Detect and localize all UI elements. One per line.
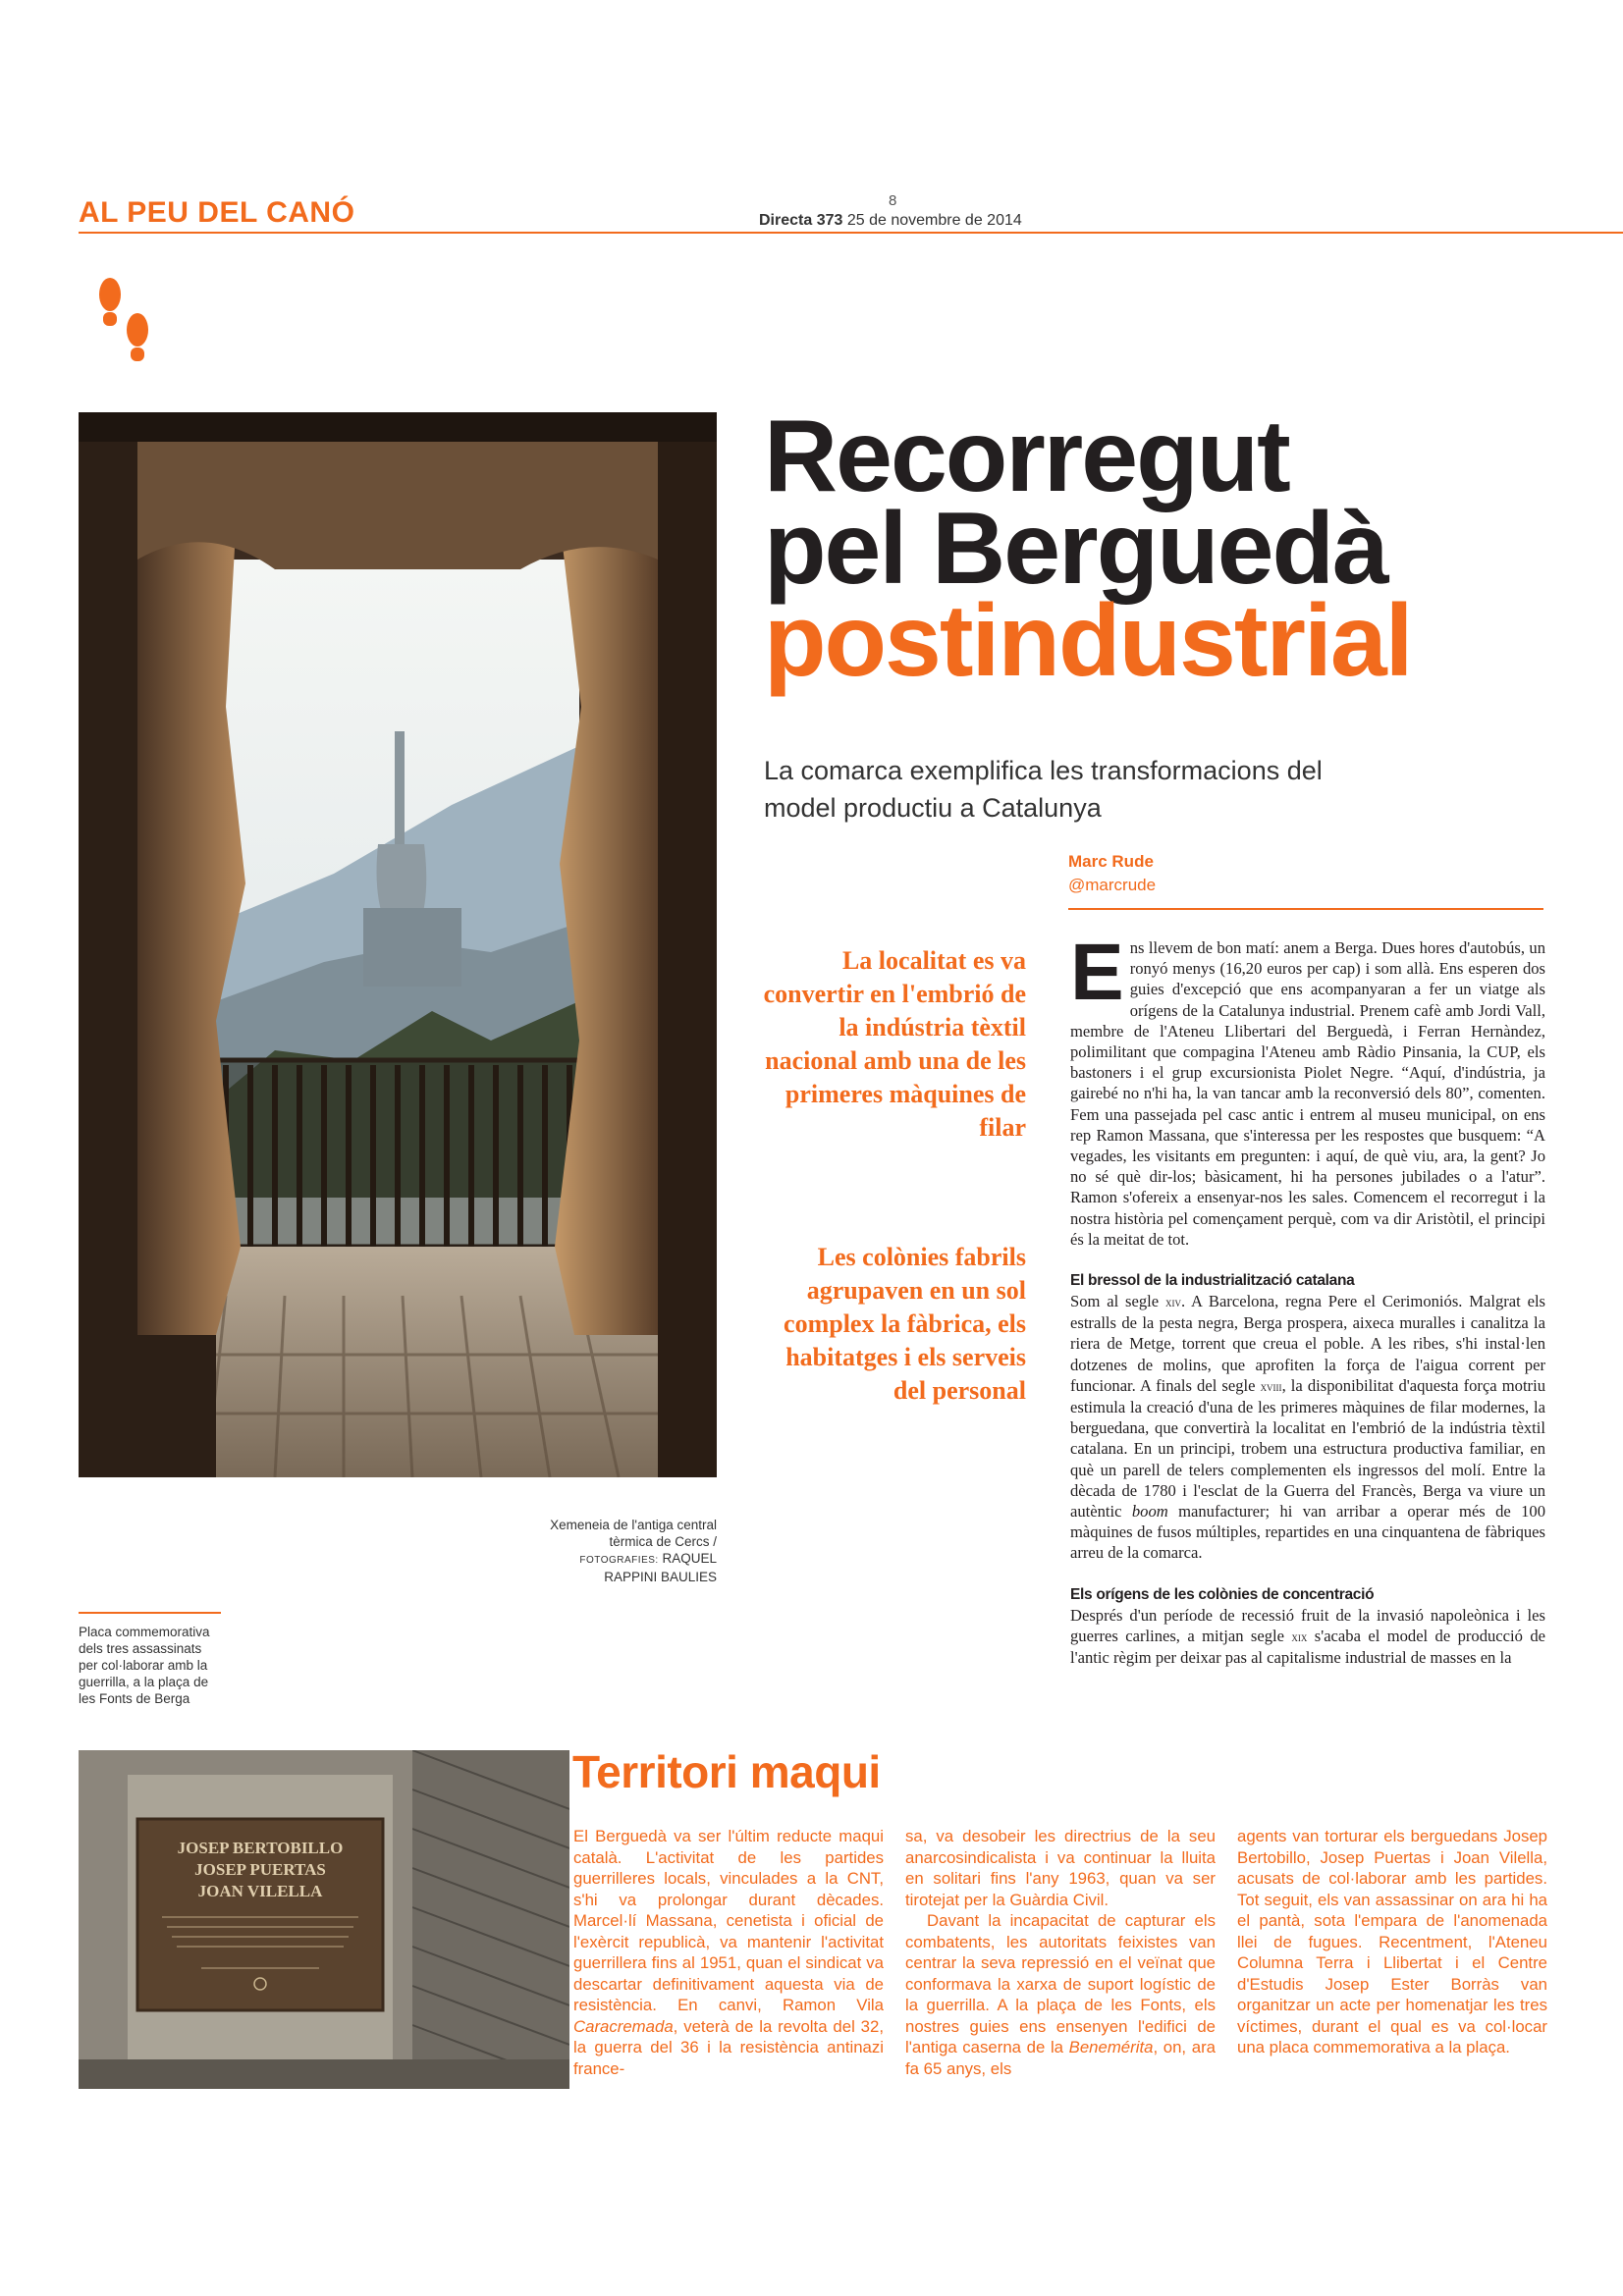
plaque-caption: Placa commemorativa dels tres assassinats per col·laborar amb la guerrilla, a la plaça de les Fonts de Berga — [79, 1625, 210, 1706]
text-run: , on, ara fa 65 anys, els — [905, 2038, 1216, 2078]
article-paragraph — [1070, 1605, 1545, 1669]
text-run: Després d'un període de recessió fruit de la invasió napoleònica i les guerres carlines, a mitjan segle — [1070, 1605, 1545, 1645]
plaque-name-3: JOAN VILELLA — [197, 1882, 323, 1900]
text-run: s'acaba el model de producció de l'antic règim per deixar pas al capitalisme industrial de masses en la — [1070, 1626, 1545, 1668]
section-name: AL PEU DEL CANÓ — [79, 196, 355, 229]
century-numeral: xviii — [1260, 1378, 1282, 1394]
photo-caption — [550, 1517, 717, 1585]
sidebar-paragraph — [905, 1910, 1216, 2079]
author-handle[interactable]: @marcrude — [1068, 876, 1157, 894]
subhead: El bressol de la industrialització catalana — [1070, 1272, 1355, 1290]
text-run: manufacturer; hi van arribar a operar més de 100 màquines de fusos múltiples, repartides en una cinquantena de fàbriques arreu de la comarca. — [1070, 1502, 1546, 1563]
text-run: , la disponibilitat d'aquesta força motriu estimula la creació d'una de les primeres màquines de filar modernes, la berguedana, que convertirà la localitat en l'embrió de la indústria tèxtil catalana. En un principi, trobem una estructura productiva familiar, en què un parell de telers complementen els ingressos del molí. Entre la dècada de 1780 i l'esclat de la Guerra del Francès, Berga va viure un autèntic — [1070, 1375, 1545, 1522]
plaque-caption-rule — [79, 1612, 221, 1614]
sidebar-column-3 — [1237, 1826, 1547, 2058]
italic-term: Caracremada — [573, 2016, 674, 2036]
standfirst — [764, 752, 1392, 827]
main-photo — [79, 412, 717, 1477]
pullquote: Les colònies fabrils agrupaven en un sol complex la fàbrica, els habitatges i els serveis del personal — [784, 1243, 1026, 1405]
article-body — [1070, 928, 1546, 1668]
headline — [764, 400, 1412, 698]
text-run: Davant la incapacitat de capturar els combatents, les autoritats feixistes van centrar la seva repressió en el veïnat que conformava la xarxa de suport logístic de la guerrilla. A la plaça de les Fonts, els nostres guies ens ensenyen l'edifici de l'antiga caserna de la — [905, 1911, 1216, 2056]
headline-line-3: postindustrial — [764, 584, 1412, 698]
issue-date: 25 de novembre de 2014 — [846, 212, 1022, 229]
text-run: El Berguedà va ser l'últim reducte maqui català. L'activitat de les partides guerrilleres locals, vinculades a la CNT, s'hi va prolongar durant dècades. Marcel·lí Massana, cenetista i oficial de l'exèrcit republicà, va mantenir l'activitat guerrillera fins al 1951, quan el sindicat va descartar definitivament aquesta via de resistència. En canvi, Ramon Vila — [573, 1827, 884, 2014]
headline-line-2: pel Berguedà — [764, 492, 1387, 606]
dropcap: E — [1070, 928, 1124, 1017]
photo-credit: RAQUEL RAPPINI BAULIES — [604, 1551, 717, 1584]
intro-text: ns llevem de bon matí: anem a Berga. Dues hores d'autobús, un ronyó menys (16,20 euros per cap) i som allà. Ens esperen dos guies d'excepció que ens acompanyaran a fer un viatge als orígens de la Catalunya industrial. Prenem cafè amb Jordi Vall, membre de l'Ateneu Llibertari del Berguedà, i Ferran Hernàndez, polimilitant que compagina l'Ateneu amb Ràdio Pinsania, la CUP, els bastoners i el grup excursionista Piolet Negre. “Aquí, d'indústria, ja gairebé no n'hi ha, la van tancar amb la reconversió dels 80”, comenten. Fem una passejada pel casc antic i entrem al museu municipal, on ens rep Ramon Massana, que s'interessa per les respostes que busquem: “A vegades, les visitants em pregunten: i aquí, de què viu, ara, la gent? Jo no sé què dir-los; bàsicament, hi ha persones jubilades o a l'atur”. Ramon s'ofereix a ensenyar-nos les sales. Comencem el recorregut i la nostra història pel començament perquè, com va dir Aristòtil, el principi és la meitat de tot. — [1070, 938, 1545, 1249]
sidebar-column-2 — [905, 1826, 1216, 2079]
header-rule — [79, 232, 1623, 234]
sidebar-column-1 — [573, 1826, 884, 2079]
sidebar-paragraph: sa, va desobeir les directrius de la seu anarcosindicalista i va continuar la lluita en solitari fins l'any 1963, quan va ser tirotejat per la Guàrdia Civil. — [905, 1827, 1216, 1909]
text-run: Som al segle — [1070, 1292, 1165, 1311]
italic-term: boom — [1131, 1502, 1168, 1522]
standfirst-line-2: model productiu a Catalunya — [764, 793, 1102, 823]
century-numeral: xix — [1291, 1629, 1308, 1644]
sidebar-paragraph — [573, 1826, 884, 2079]
text-run: , veterà de la revolta del 32, la guerra del 36 i la resistència antinazi france- — [573, 2016, 884, 2078]
headline-line-1: Recorregut — [764, 400, 1289, 513]
byline — [1068, 850, 1156, 897]
plaque-name-2: JOSEP PUERTAS — [194, 1860, 326, 1879]
article-paragraph — [1070, 1291, 1545, 1564]
photo-credit-label: FOTOGRAFIES: — [579, 1555, 659, 1566]
issue-line — [759, 212, 1022, 230]
page-number: 8 — [889, 192, 897, 209]
pullquote: La localitat es va convertir en l'embrió de la indústria tèxtil nacional amb una de les primeres màquines de filar — [763, 946, 1026, 1142]
article-paragraph — [1070, 928, 1545, 1250]
chimney-landscape-image — [79, 412, 717, 1477]
plaque-name-1: JOSEP BERTOBILLO — [177, 1839, 344, 1857]
italic-term: Benemérita — [1068, 2038, 1154, 2056]
sidebar-paragraph: agents van torturar els berguedans Josep Bertobillo, Josep Puertas i Joan Vilella, acusats de col·laborar amb les partides. Tot seguit, els van assassinar on ara hi ha el pantà, sota l'empara de l'anomenada llei de fugues. Recentment, l'Ateneu Columna Terra i Llibertat i el Centre d'Estudis Josep Ester Borràs van organitzar un acte per homenatjar les tres víctimes, durant el qual es va col·locar una placa commemorativa a la plaça. — [1237, 1827, 1547, 2056]
century-numeral: xiv — [1164, 1295, 1181, 1310]
standfirst-line-1: La comarca exemplifica les transformacions del — [764, 756, 1323, 785]
byline-rule — [1068, 908, 1543, 910]
publication-name: Directa 373 — [759, 212, 843, 229]
text-run: . A Barcelona, regna Pere el Cerimoniós. Malgrat els estralls de la pesta negra, Berga prospera, aixeca muralles i canalitza la riera de Metge, torrent que creua el poble. A les ribes, s'hi instal·len dotzenes de molins, que aprofiten la força de l'aigua corrent per funcionar. A finals del segle — [1070, 1292, 1546, 1395]
plaque-photo — [79, 1750, 569, 2089]
footprints-icon — [93, 273, 162, 381]
memorial-plaque-image — [79, 1750, 569, 2089]
photo-caption-text: Xemeneia de l'antiga central tèrmica de Cercs / — [550, 1518, 717, 1549]
sidebar-title: Territori maqui — [572, 1746, 881, 1797]
subhead: Els orígens de les colònies de concentració — [1070, 1585, 1375, 1603]
author-name: Marc Rude — [1068, 852, 1154, 871]
